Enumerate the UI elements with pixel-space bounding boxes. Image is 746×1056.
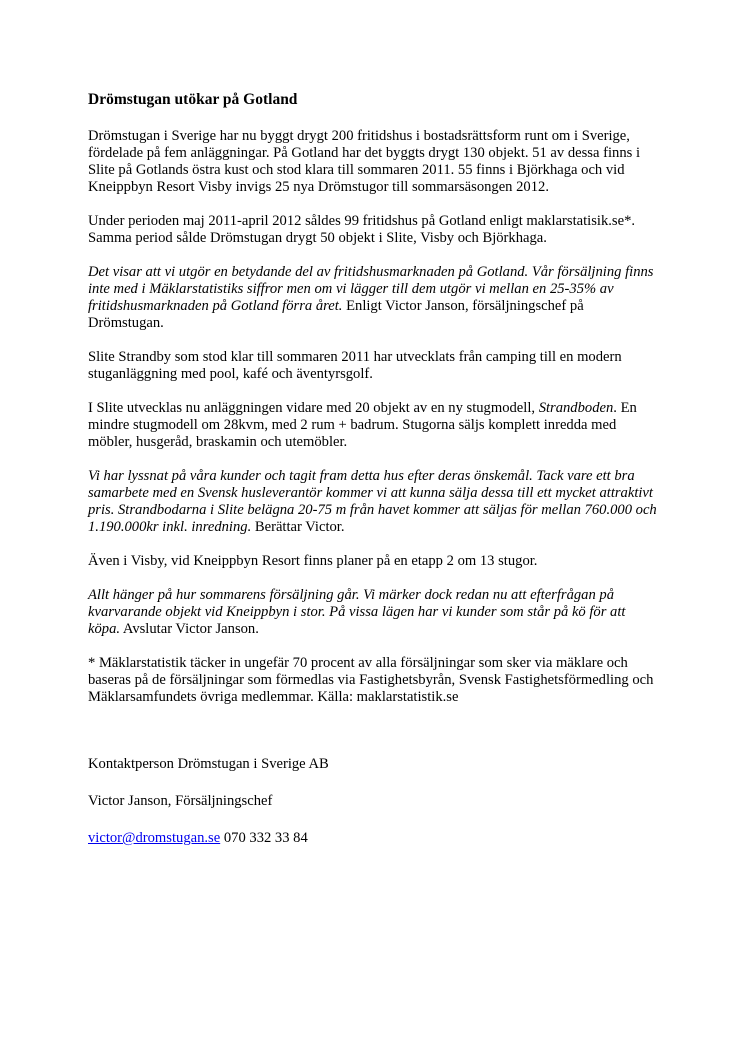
paragraph-closing-quote (88, 587, 660, 638)
paragraph-sales-period: Under perioden maj 2011-april 2012 såldes 99 fritidshus på Gotland enligt maklarstatisik.se*. Samma period sålde Drömstugan drygt 50 objekt i Slite, Visby och Björkhaga. (88, 213, 636, 246)
contact-heading: Kontaktperson Drömstugan i Sverige AB (88, 756, 329, 772)
strandboden-text-a: I Slite utvecklas nu anläggningen vidare med 20 objekt av en ny stugmodell, (88, 400, 539, 416)
contact-details (88, 830, 660, 847)
customer-quote-text: Vi har lyssnat på våra kunder och tagit fram detta hus efter deras önskemål. Tack vare ett bra samarbete med en Svensk husleverantör kommer vi att kunna sälja dessa till ett mycket attraktivt pris. Strandbodarna i Slite belägna 20-75 m från havet kommer att säljas för mellan 760.000 och 1.190.000kr inkl. inredning. (88, 468, 657, 535)
paragraph-intro: Drömstugan i Sverige har nu byggt drygt 200 fritidshus i bostadsrättsform runt om i Sverige, fördelade på fem anläggningar. På Gotland har det byggts drygt 130 objekt. 51 av dessa finns i Slite på Gotlands östra kust och stod klara till sommaren 2011. 55 finns i Björkhaga och vid Kneippbyn Resort Visby invigs 25 nya Drömstugor till sommarsäsongen 2012. (88, 128, 640, 195)
paragraph-market-share-quote (88, 264, 660, 332)
paragraph-strandboden (88, 400, 660, 451)
quote-text: Det visar att vi utgör en betydande del av fritidshusmarknaden på Gotland. Vår försäljning finns inte med i Mäklarstatistiks siffror men om vi lägger till dem utgör vi mellan en 25-35% av fritidshusmarknaden på Gotland förra året. (88, 264, 654, 314)
paragraph-customer-quote (88, 468, 660, 536)
customer-quote-attribution: Berättar Victor. (251, 519, 345, 535)
closing-quote-attribution: Avslutar Victor Janson. (120, 621, 259, 637)
paragraph-visby-plans: Även i Visby, vid Kneippbyn Resort finns planer på en etapp 2 om 13 stugor. (88, 553, 538, 569)
document-page (88, 90, 660, 867)
footnote: * Mäklarstatistik täcker in ungefär 70 procent av alla försäljningar som sker via mäklare och baseras på de försäljningar som förmedlas via Fastighetsbyrån, Svensk Fastighetsförmedling och Mäklarsamfundets övriga medlemmar. Källa: maklarstatistik.se (88, 655, 654, 705)
contact-name-role: Victor Janson, Försäljningschef (88, 793, 273, 809)
strandboden-name: Strandboden (538, 400, 614, 416)
closing-quote-text: Allt hänger på hur sommarens försäljning går. Vi märker dock redan nu att efterfrågan på kvarvarande objekt vid Kneippbyn i stor. På vissa lägen har vi kunder som står på kö för att köpa. (88, 587, 626, 637)
strandboden-text-b: . En mindre stugmodell om 28kvm, med 2 rum + badrum. Stugorna säljs komplett inredda med möbler, husgeråd, braskamin och utemöbler. (88, 400, 637, 450)
email-link[interactable]: victor@dromstugan.se (88, 830, 221, 846)
phone-number: 070 332 33 84 (220, 830, 308, 846)
contact-block (88, 756, 660, 847)
paragraph-slite-strandby: Slite Strandby som stod klar till sommaren 2011 har utvecklats från camping till en modern stuganläggning med pool, kafé och äventyrsgolf. (88, 349, 622, 382)
quote-attribution: Enligt Victor Janson, försäljningschef på Drömstugan. (88, 298, 584, 331)
document-title: Drömstugan utökar på Gotland (88, 91, 298, 108)
